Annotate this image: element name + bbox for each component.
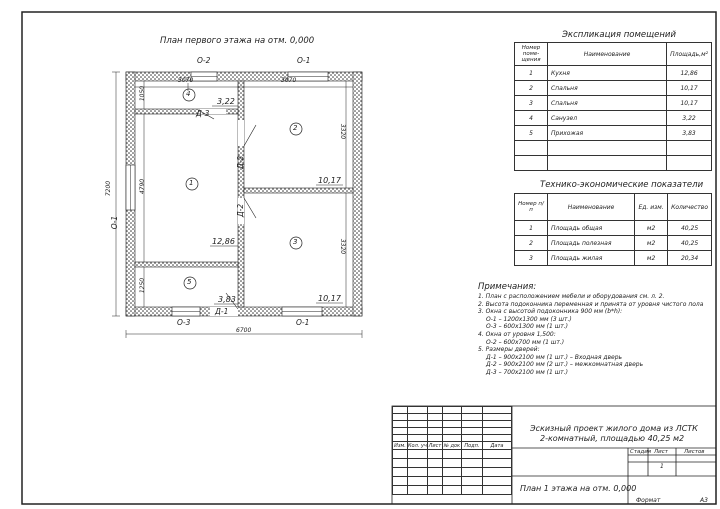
dim-room2-height: 3320: [339, 123, 347, 140]
room-number-3: 3: [293, 238, 298, 246]
table-row: [515, 96, 712, 111]
table-row: [515, 236, 712, 251]
tech-cell-qty: 20,34: [668, 251, 712, 266]
tech-cell-qty: 40,25: [668, 236, 712, 251]
explication-header-area: Площадь,м²: [667, 43, 712, 66]
wall-room2-room3: [244, 188, 353, 193]
tech-header-num: Номер п/п: [515, 194, 548, 221]
explication-title: Экспликация помещений: [562, 30, 676, 40]
table-row: [515, 81, 712, 96]
explication-header-row: [515, 43, 712, 66]
room-area-5: 3,83: [218, 295, 236, 304]
tech-title: Технико-экономические показатели: [540, 180, 704, 190]
table-row: [515, 66, 712, 81]
wall-hall: [135, 262, 238, 267]
note-line: 3. Окна с высотой подоконника 900 мм (b*h):: [478, 308, 623, 316]
dim-room1-height: 4790: [139, 178, 147, 195]
room-area-1: 12,86: [212, 237, 235, 246]
room-number-2: 2: [293, 124, 298, 132]
tech-cell-name: Площадь полезная: [548, 236, 635, 251]
stamp-sheet-number: 1: [660, 463, 664, 470]
door-label-d3: Д-3: [196, 109, 210, 118]
table-row: [515, 126, 712, 141]
note-line: О-1 – 1200х1300 мм (3 шт.): [486, 315, 572, 323]
stamp-sheet-name: План 1 этажа на отм. 0,000: [520, 484, 637, 493]
dim-wc-height: 1050: [139, 85, 147, 102]
explication-cell-area: 3,22: [667, 111, 712, 126]
room-number-4: 4: [186, 90, 191, 98]
stamp-sheets-label: Листов: [684, 449, 705, 455]
stamp-col-izm: Изм.: [394, 442, 406, 449]
tech-cell-name: Площадь жилая: [548, 251, 635, 266]
room-area-4: 3,22: [217, 97, 235, 106]
dim-top-right: 3070: [281, 77, 297, 84]
tech-cell-num: 2: [515, 236, 548, 251]
plan-title: План первого этажа на отм. 0,000: [160, 36, 315, 46]
table-row-empty: [515, 141, 712, 156]
note-line: 5. Размеры дверей:: [478, 346, 540, 354]
dim-hall-height: 1250: [139, 277, 147, 294]
tech-cell-unit: м2: [635, 236, 668, 251]
tech-cell-qty: 40,25: [668, 221, 712, 236]
dim-top-left: 3070: [178, 77, 194, 84]
note-line: 1. План с расположением мебели и оборудования см. л. 2.: [478, 293, 665, 300]
tech-cell-num: 3: [515, 251, 548, 266]
door-label-d2-lower: Д-2: [236, 203, 246, 218]
note-line: 2. Высота подоконника переменная и принята от уровня чистого пола: [478, 300, 704, 308]
notes-block: [478, 282, 703, 377]
tech-cell-name: Площадь общая: [548, 221, 635, 236]
window-label-o3: О-3: [177, 318, 191, 327]
window-label-o2: О-2: [197, 56, 211, 65]
explication-cell-name: Спальня: [548, 81, 667, 96]
dim-left-total: 7200: [105, 180, 113, 197]
explication-cell-name: Санузел: [548, 111, 667, 126]
area-underlines: [210, 106, 343, 304]
dim-bottom-total: 6700: [236, 327, 252, 334]
explication-cell-name: Кухня: [548, 66, 667, 81]
notes-title: Примечания:: [478, 282, 537, 292]
tech-header-name: Наименование: [548, 194, 635, 221]
explication-header-num: Номер поме-щения: [515, 43, 548, 66]
tech-header-row: [515, 194, 712, 221]
explication-header-name: Наименование: [548, 43, 667, 66]
stamp-col-podp: Подп.: [461, 442, 482, 450]
explication-cell-area: 12,86: [667, 66, 712, 81]
stamp-format-label: Формат: [636, 497, 661, 504]
explication-cell-area: 10,17: [667, 81, 712, 96]
note-line: Д-2 – 900х2100 мм (2 шт.) – межкомнатная дверь: [486, 361, 644, 369]
stamp-col-list: Лист: [428, 442, 442, 449]
stamp-stage-label: Стадия: [630, 449, 652, 455]
explication-cell-num: 1: [515, 66, 548, 81]
tech-header-qty: Количество: [668, 194, 712, 221]
table-row: [515, 111, 712, 126]
explication-cell-name: Прихожая: [548, 126, 667, 141]
explication-cell-area: 10,17: [667, 96, 712, 111]
explication-cell-num: 5: [515, 126, 548, 141]
dim-room3-height: 3320: [339, 238, 347, 255]
room-area-3: 10,17: [318, 294, 341, 303]
tech-table: [514, 193, 712, 266]
plan-windows: [126, 72, 328, 316]
tech-cell-unit: м2: [635, 221, 668, 236]
stamp-col-data: Дата: [482, 442, 511, 450]
window-label-o1-top: О-1: [297, 56, 311, 65]
explication-cell-num: 2: [515, 81, 548, 96]
explication-cell-num: 3: [515, 96, 548, 111]
table-row: [515, 251, 712, 266]
wall-right: [353, 72, 362, 316]
note-line: О-2 – 600х700 мм (1 шт.): [486, 338, 565, 346]
room-area-2: 10,17: [318, 176, 341, 185]
note-line: О-3 – 600х1300 мм (1 шт.): [486, 323, 568, 331]
door-label-d1: Д-1: [215, 307, 229, 316]
stamp-col-ndok: № док: [443, 442, 461, 449]
stamp-header-row: [393, 442, 512, 450]
stamp-col-kol: Кол. уч: [408, 442, 427, 449]
stamp-project-line2: 2-комнатный, площадью 40,25 м2: [540, 434, 685, 443]
room-number-5: 5: [187, 278, 192, 286]
stamp-project-line1: Эскизный проект жилого дома из ЛСТК: [530, 424, 698, 433]
note-line: 4. Окна от уровня 1,500:: [478, 330, 556, 338]
wall-bottom: [126, 307, 362, 316]
stamp-revision-grid: [392, 406, 512, 495]
stamp-format-value: А3: [700, 497, 708, 504]
door-label-d2-upper: Д-2: [236, 155, 246, 170]
wall-center: [238, 81, 244, 307]
table-row: [515, 221, 712, 236]
window-label-o1-left: О-1: [110, 215, 120, 230]
explication-table: [514, 42, 712, 171]
door-swings: [200, 111, 256, 309]
explication-cell-name: Спальня: [548, 96, 667, 111]
note-line: Д-3 – 700х2100 мм (1 шт.): [486, 368, 568, 376]
plan-walls: [126, 72, 362, 316]
table-row-empty: [515, 156, 712, 171]
stamp-sheet-label: Лист: [654, 449, 668, 455]
tech-header-unit: Ед. изм.: [635, 194, 668, 221]
tech-cell-num: 1: [515, 221, 548, 236]
window-label-o1-bottom: О-1: [296, 318, 310, 327]
door-opening-d2-upper: [238, 120, 244, 146]
explication-cell-area: 3,83: [667, 126, 712, 141]
explication-cell-num: 4: [515, 111, 548, 126]
note-line: Д-1 – 900х2100 мм (1 шт.) – Входная дверь: [486, 353, 623, 361]
room-number-1: 1: [189, 179, 194, 187]
tech-cell-unit: м2: [635, 251, 668, 266]
